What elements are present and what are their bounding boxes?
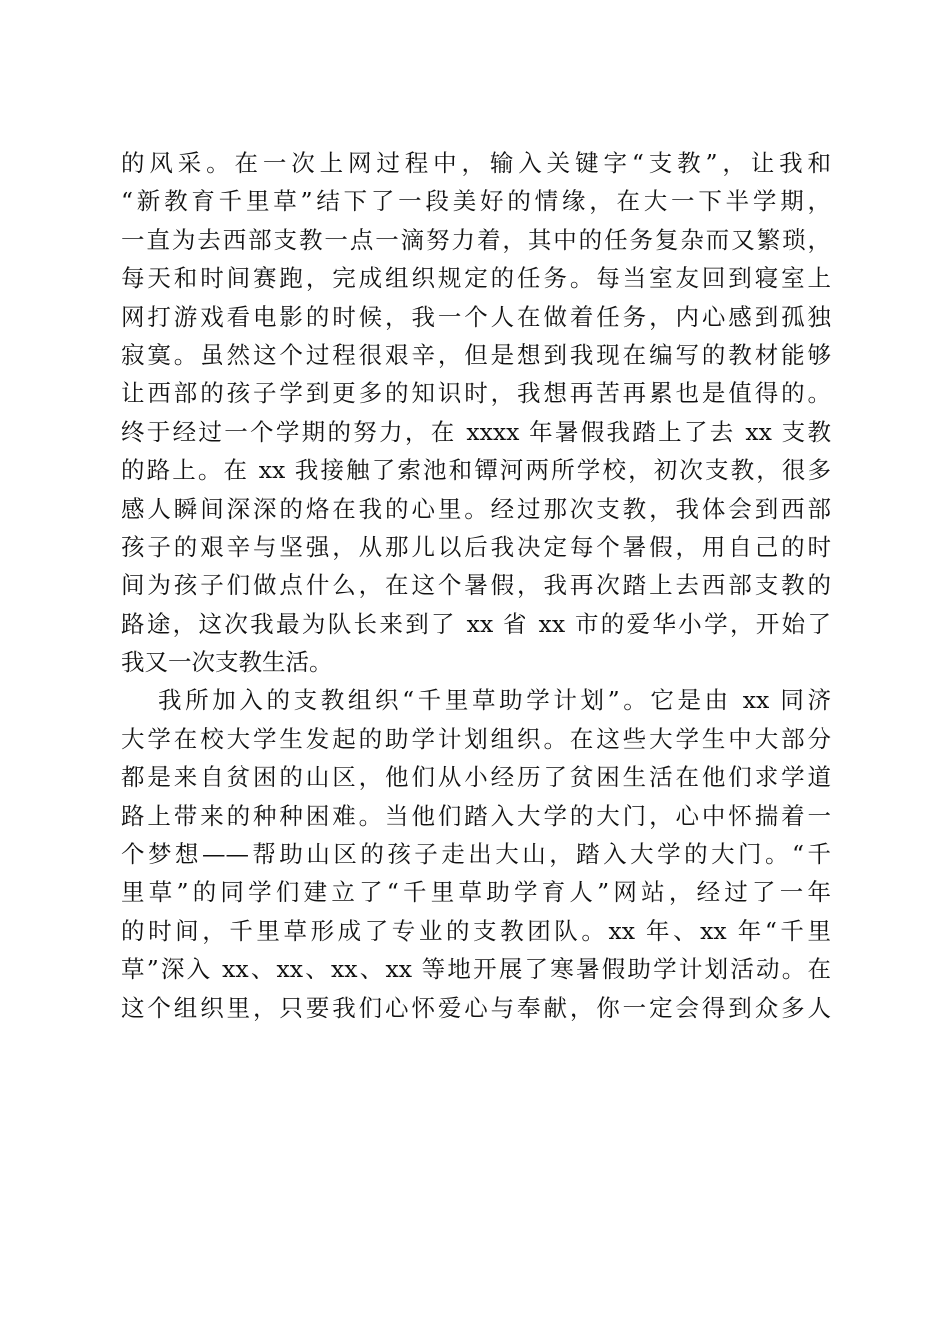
text-line: 我所加入的支教组织“千里草助学计划”。它是由 xx 同济 (158, 686, 831, 715)
text-line: 大学在校大学生发起的助学计划组织。在这些大学生中大部分 (121, 724, 831, 753)
text-line: 这个组织里，只要我们心怀爱心与奉献，你一定会得到众多人 (121, 993, 831, 1022)
paragraph-2 (121, 681, 831, 1027)
text-line: 里草”的同学们建立了“千里草助学育人”网站，经过了一年 (121, 878, 831, 907)
text-line: 寂寞。虽然这个过程很艰辛，但是想到我现在编写的教材能够 (121, 340, 831, 369)
text-line: 的时间，千里草形成了专业的支教团队。xx 年、xx 年“千里 (121, 916, 831, 945)
text-line: 路途，这次我最为队长来到了 xx 省 xx 市的爱华小学，开始了 (121, 609, 831, 638)
text-line: “新教育千里草”结下了一段美好的情缘，在大一下半学期， (121, 187, 831, 216)
text-line: 我又一次支教生活。 (121, 648, 333, 677)
text-line: 让西部的孩子学到更多的知识时，我想再苦再累也是值得的。 (121, 379, 831, 408)
paragraph-1 (121, 144, 831, 681)
text-line: 网打游戏看电影的时候，我一个人在做着任务，内心感到孤独 (121, 302, 831, 331)
text-line: 草”深入 xx、xx、xx、xx 等地开展了寒暑假助学计划活动。在 (121, 955, 831, 984)
text-line: 间为孩子们做点什么，在这个暑假，我再次踏上去西部支教的 (121, 571, 831, 600)
text-line: 都是来自贫困的山区，他们从小经历了贫困生活在他们求学道 (121, 763, 831, 792)
text-line: 的路上。在 xx 我接触了索池和镡河两所学校，初次支教，很多 (121, 456, 831, 485)
body-text (121, 144, 831, 1027)
text-line: 的风采。在一次上网过程中，输入关键字“支教”，让我和 (121, 149, 831, 177)
text-line: 感人瞬间深深的烙在我的心里。经过那次支教，我体会到西部 (121, 494, 831, 523)
text-line: 个梦想——帮助山区的孩子走出大山，踏入大学的大门。“千 (121, 840, 831, 869)
text-line: 终于经过一个学期的努力，在 xxxx 年暑假我踏上了去 xx 支教 (121, 417, 831, 446)
text-line: 每天和时间赛跑，完成组织规定的任务。每当室友回到寝室上 (121, 264, 831, 293)
text-line: 路上带来的种种困难。当他们踏入大学的大门，心中怀揣着一 (121, 801, 831, 830)
text-line: 一直为去西部支教一点一滴努力着，其中的任务复杂而又繁琐， (121, 225, 831, 254)
text-line: 孩子的艰辛与坚强，从那儿以后我决定每个暑假，用自己的时 (121, 532, 831, 561)
